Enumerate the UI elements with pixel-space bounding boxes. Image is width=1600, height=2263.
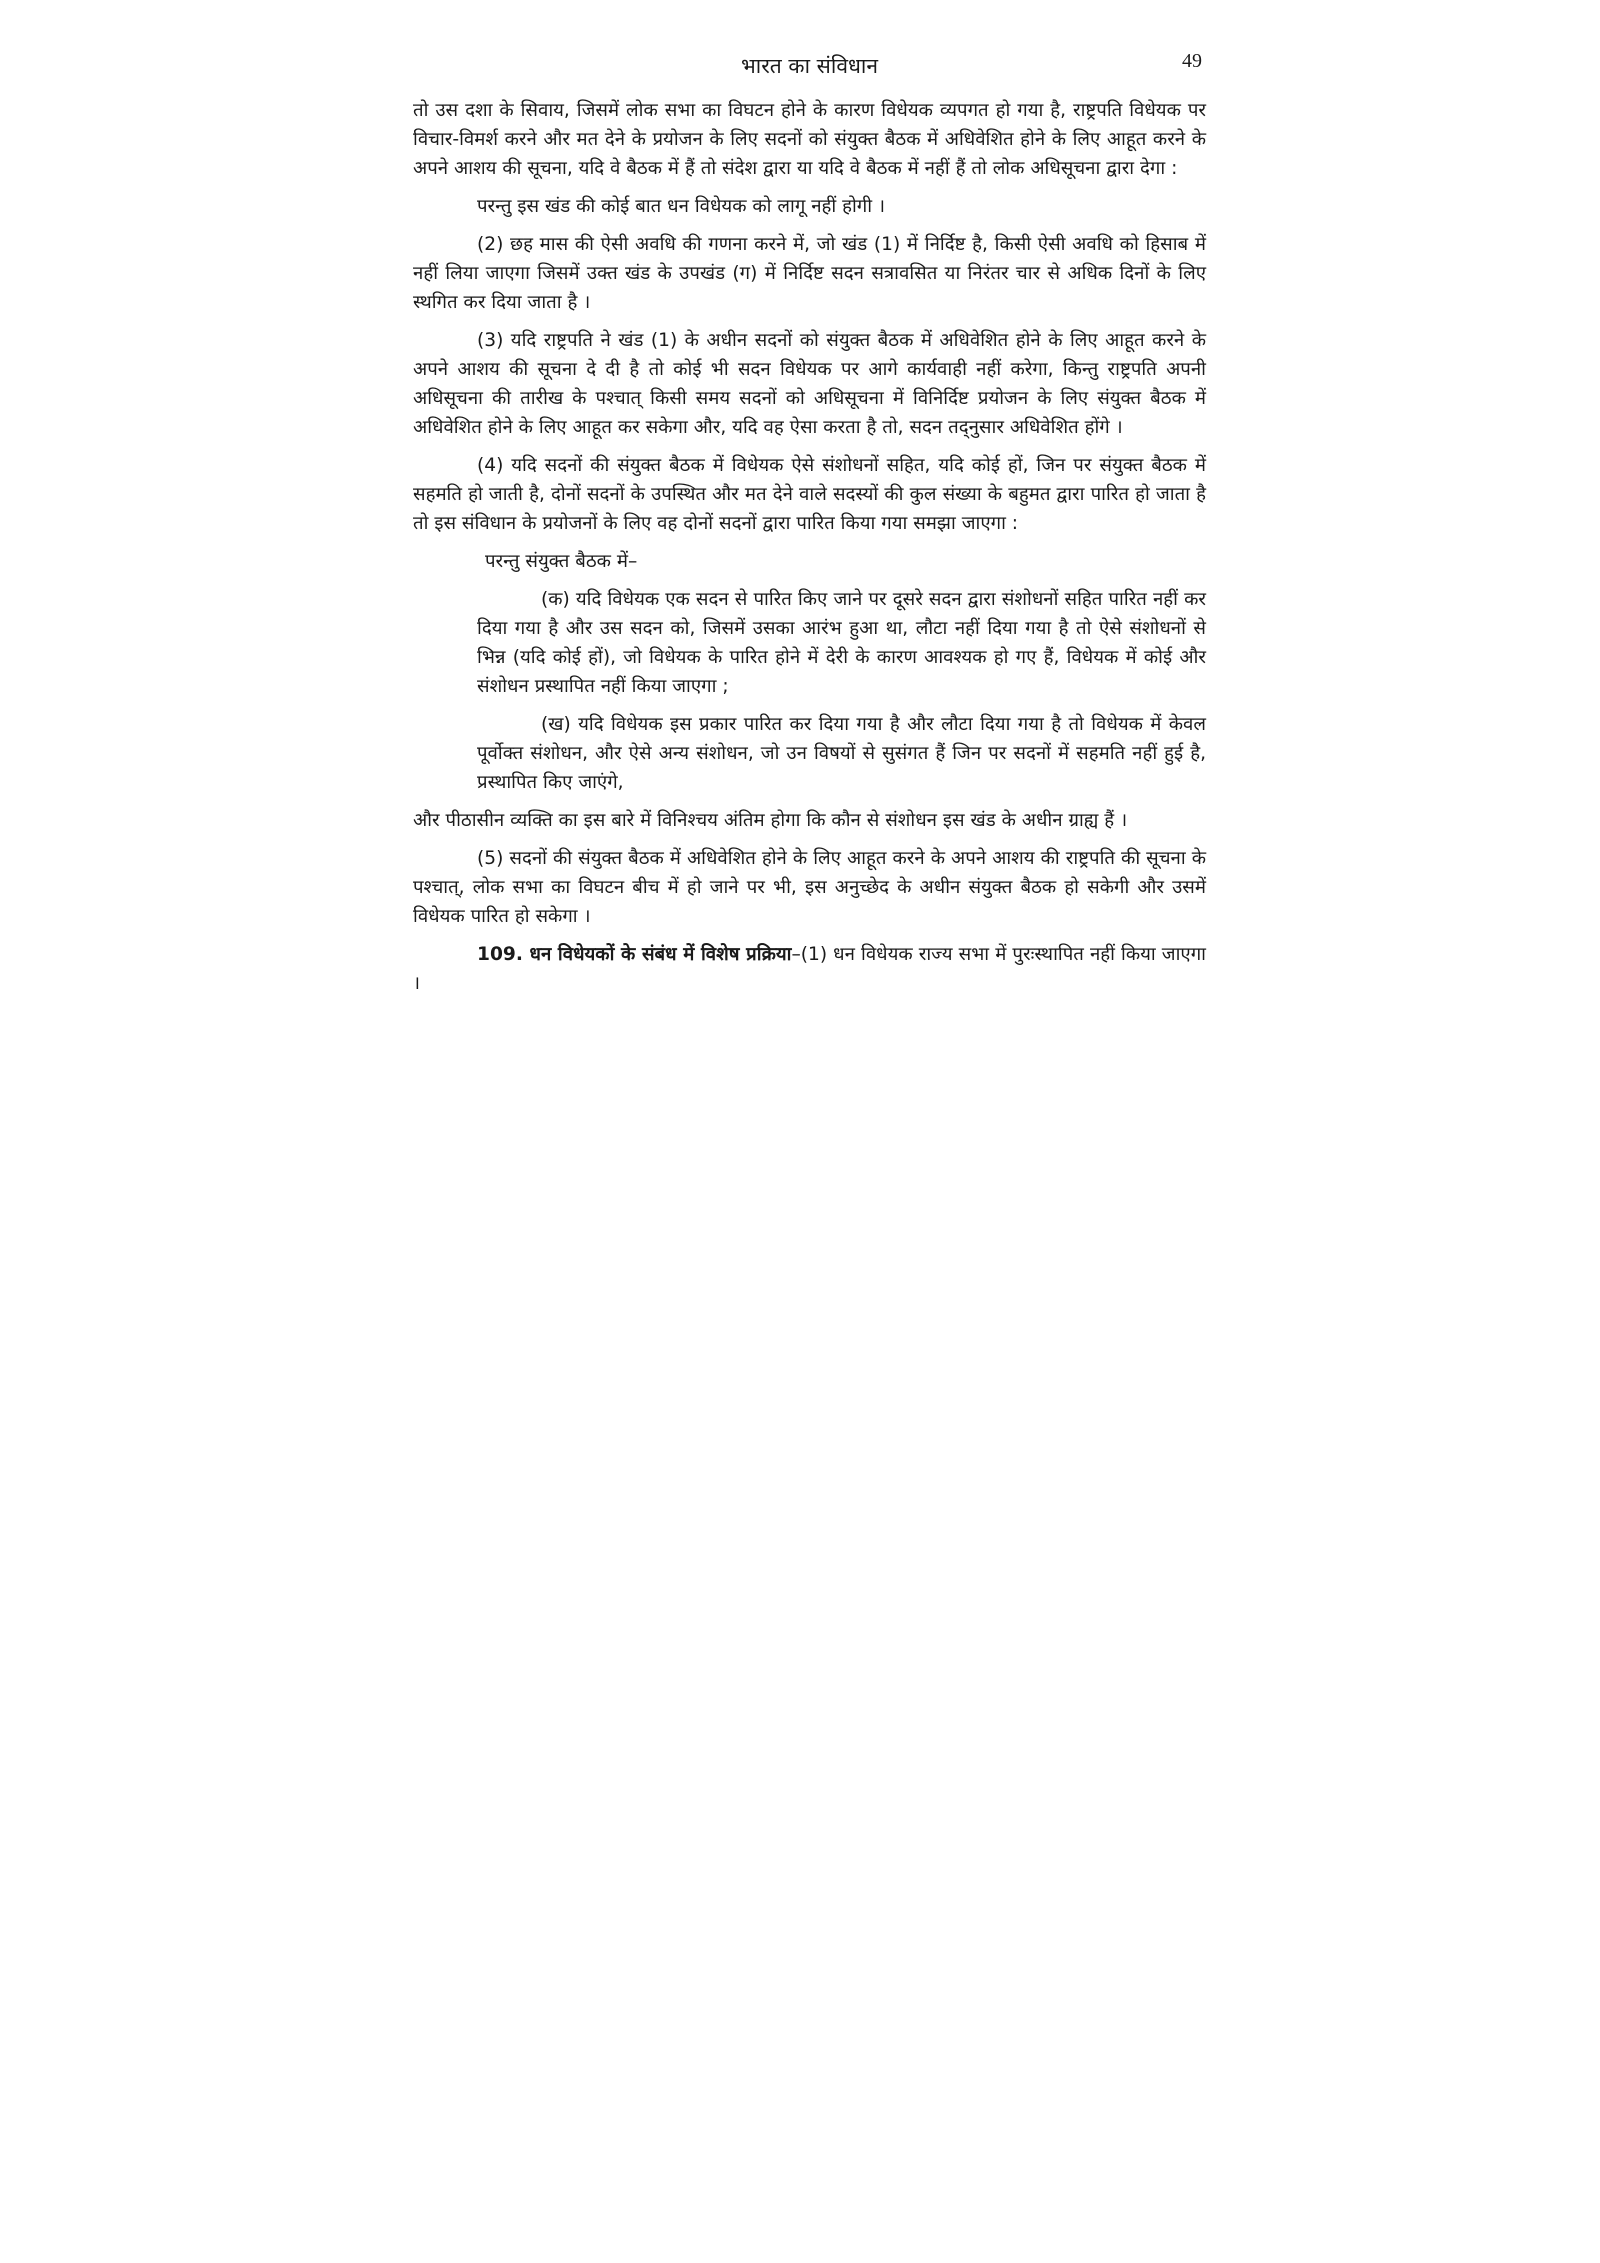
document-page: [413, 50, 1206, 1007]
proviso-joint-sitting: परन्तु संयुक्त बैठक में–: [485, 551, 638, 572]
article-109: [413, 940, 1206, 998]
proviso-money-bill: परन्तु इस खंड की कोई बात धन विधेयक को लागू नहीं होगी ।: [477, 196, 886, 217]
article-109-heading: 109. धन विधेयकों के संबंध में विशेष प्रक्रिया: [477, 944, 792, 965]
paragraph-continuation: तो उस दशा के सिवाय, जिसमें लोक सभा का विघटन होने के कारण विधेयक व्यपगत हो गया है, राष्ट्रपति विधेयक पर विचार-विमर्श करने और मत देने के प्रयोजन के लिए सदनों को संयुक्त बैठक में अधिवेशित होने के लिए आहूत करने के अपने आशय की सूचना, यदि वे बैठक में हैं तो संदेश द्वारा या यदि वे बैठक में नहीं हैं तो लोक अधिसूचना द्वारा देगा :: [413, 100, 1206, 179]
clause-3: (3) यदि राष्ट्रपति ने खंड (1) के अधीन सदनों को संयुक्त बैठक में अधिवेशित होने के लिए आहूत करने के अपने आशय की सूचना दे दी है तो कोई भी सदन विधेयक पर आगे कार्यवाही नहीं करेगा, किन्तु राष्ट्रपति अपनी अधिसूचना की तारीख के पश्चात् किसी समय सदनों को अधिसूचना में विनिर्दिष्ट प्रयोजन के लिए संयुक्त बैठक में अधिवेशित होने के लिए आहूत कर सकेगा और, यदि वह ऐसा करता है तो, सदन तद्नुसार अधिवेशित होंगे ।: [413, 330, 1206, 438]
clause-2: (2) छह मास की ऐसी अवधि की गणना करने में, जो खंड (1) में निर्दिष्ट है, किसी ऐसी अवधि को हिसाब में नहीं लिया जाएगा जिसमें उक्त खंड के उपखंड (ग) में निर्दिष्ट सदन सत्रावसित या निरंतर चार से अधिक दिनों के लिए स्थगित कर दिया जाता है ।: [413, 234, 1206, 313]
sub-clause-ka: (क) यदि विधेयक एक सदन से पारित किए जाने पर दूसरे सदन द्वारा संशोधनों सहित पारित नहीं कर दिया गया है और उस सदन को, जिसमें उसका आरंभ हुआ था, लौटा नहीं दिया गया है तो ऐसे संशोधनों से भिन्न (यदि कोई हों), जो विधेयक के पारित होने में देरी के कारण आवश्यक हो गए हैं, विधेयक में कोई और संशोधन प्रस्थापित नहीं किया जाएगा ;: [477, 589, 1206, 697]
clause-5: (5) सदनों की संयुक्त बैठक में अधिवेशित होने के लिए आहूत करने के अपने आशय की राष्ट्रपति की सूचना के पश्चात्, लोक सभा का विघटन बीच में हो जाने पर भी, इस अनुच्छेद के अधीन संयुक्त बैठक हो सकेगी और उसमें विधेयक पारित हो सकेगा ।: [413, 848, 1206, 927]
page-title: भारत का संविधान: [741, 54, 878, 78]
page-number: 49: [1182, 50, 1202, 72]
presiding-person-clause: और पीठासीन व्यक्ति का इस बारे में विनिश्चय अंतिम होगा कि कौन से संशोधन इस खंड के अधीन ग्राह्य हैं ।: [413, 810, 1128, 831]
page-header: [413, 50, 1206, 86]
sub-clause-kha: (ख) यदि विधेयक इस प्रकार पारित कर दिया गया है और लौटा दिया गया है तो विधेयक में केवल पूर्वोक्त संशोधन, और ऐसे अन्य संशोधन, जो उन विषयों से सुसंगत हैं जिन पर सदनों में सहमति नहीं हुई है, प्रस्थापित किए जाएंगे,: [477, 714, 1206, 793]
clause-4: (4) यदि सदनों की संयुक्त बैठक में विधेयक ऐसे संशोधनों सहित, यदि कोई हों, जिन पर संयुक्त बैठक में सहमति हो जाती है, दोनों सदनों के उपस्थित और मत देने वाले सदस्यों की कुल संख्या के बहुमत द्वारा पारित हो जाता है तो इस संविधान के प्रयोजनों के लिए वह दोनों सदनों द्वारा पारित किया गया समझा जाएगा :: [413, 455, 1206, 534]
article-109-text: –(1) धन विधेयक राज्य सभा में पुरःस्थापित नहीं किया जाएगा ।: [413, 944, 1206, 994]
